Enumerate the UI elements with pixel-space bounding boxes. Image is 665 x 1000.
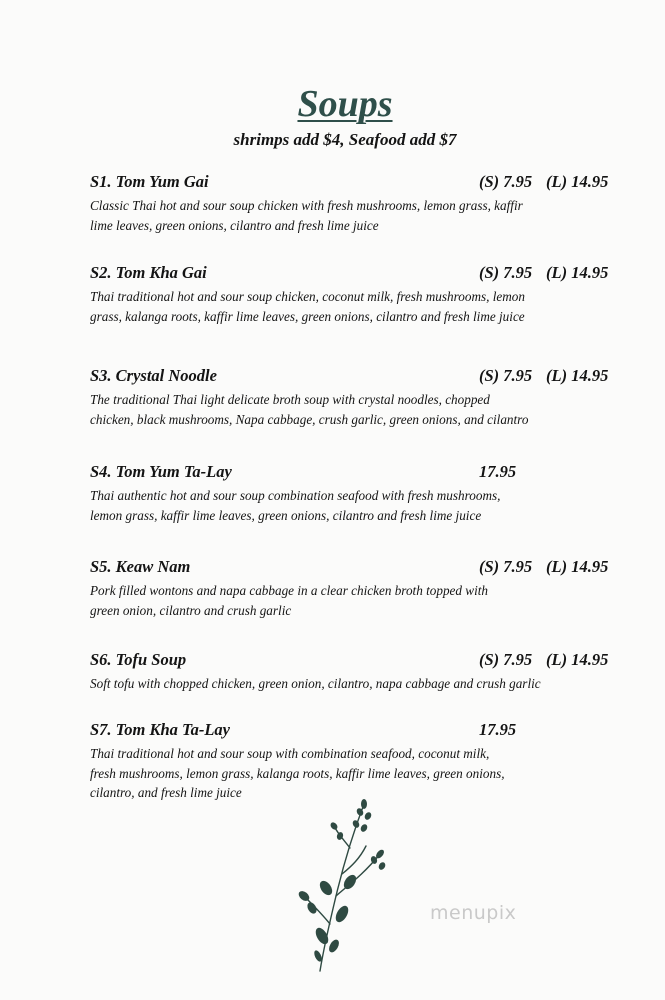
- price-large: (L) 14.95: [546, 366, 609, 385]
- item-description: [90, 744, 560, 803]
- herb-sprig-icon: [292, 796, 402, 976]
- item-description-line: green onion, cilantro and crush garlic: [90, 602, 292, 618]
- price-large: (L) 14.95: [546, 263, 609, 282]
- item-description-line: Pork filled wontons and napa cabbage in a clear chicken broth topped with: [90, 583, 489, 598]
- watermark: menupix: [430, 902, 517, 924]
- item-description-line: lime leaves, green onions, cilantro and fresh lime juice: [90, 217, 379, 233]
- item-description-line: Thai traditional hot and sour soup chicken, coconut milk, fresh mushrooms, lemon: [90, 289, 525, 304]
- page-title: Soups: [297, 83, 393, 125]
- item-description: [90, 196, 560, 235]
- price-large: (L) 14.95: [546, 557, 609, 576]
- item-name: S3. Crystal Noodle: [90, 366, 217, 385]
- item-description-line: Thai traditional hot and sour soup with combination seafood, coconut milk,: [90, 746, 490, 761]
- item-description: [90, 390, 560, 429]
- item-description-line: fresh mushrooms, lemon grass, kalanga roots, kaffir lime leaves, green onions,: [90, 765, 505, 781]
- item-name: S6. Tofu Soup: [90, 650, 187, 669]
- menu-item-s1: [90, 172, 620, 235]
- price: 17.95: [479, 462, 517, 481]
- price-small: (S) 7.95: [479, 263, 533, 282]
- menu-item-s7: [90, 720, 620, 803]
- item-description: [90, 486, 560, 525]
- menu-item-s5: [90, 557, 620, 620]
- item-description-line: grass, kalanga roots, kaffir lime leaves, green onions, cilantro and fresh lime juice: [90, 308, 525, 324]
- item-description-line: The traditional Thai light delicate broth soup with crystal noodles, chopped: [90, 392, 490, 407]
- item-name: S7. Tom Kha Ta-Lay: [90, 720, 230, 739]
- item-description-line: cilantro, and fresh lime juice: [90, 785, 242, 800]
- price-small: (S) 7.95: [479, 650, 533, 669]
- item-description-line: Thai authentic hot and sour soup combination seafood with fresh mushrooms,: [90, 488, 501, 503]
- price-large: (L) 14.95: [546, 650, 609, 669]
- menu-item-s3: [90, 366, 620, 429]
- menu-item-s4: [90, 462, 620, 525]
- item-description: [90, 674, 560, 694]
- price: 17.95: [479, 720, 517, 739]
- price-small: (S) 7.95: [479, 366, 533, 385]
- price-small: (S) 7.95: [479, 172, 533, 191]
- item-description-line: Soft tofu with chopped chicken, green onion, cilantro, napa cabbage and crush garlic: [90, 676, 541, 691]
- item-name: S2. Tom Kha Gai: [90, 263, 207, 282]
- price-small: (S) 7.95: [479, 557, 533, 576]
- menu-item-s6: [90, 650, 620, 694]
- item-description: [90, 581, 560, 620]
- price-large: (L) 14.95: [546, 172, 609, 191]
- item-description-line: chicken, black mushrooms, Napa cabbage, crush garlic, green onions, and cilantro: [90, 411, 529, 427]
- item-description-line: Classic Thai hot and sour soup chicken with fresh mushrooms, lemon grass, kaffir: [90, 198, 523, 213]
- item-description: [90, 287, 560, 326]
- item-name: S5. Keaw Nam: [90, 557, 191, 576]
- page-subtitle: shrimps add $4, Seafood add $7: [233, 130, 457, 149]
- menu-item-s2: [90, 263, 620, 326]
- item-description-line: lemon grass, kaffir lime leaves, green onions, cilantro and fresh lime juice: [90, 507, 482, 523]
- item-name: S1. Tom Yum Gai: [90, 172, 209, 191]
- item-name: S4. Tom Yum Ta-Lay: [90, 462, 232, 481]
